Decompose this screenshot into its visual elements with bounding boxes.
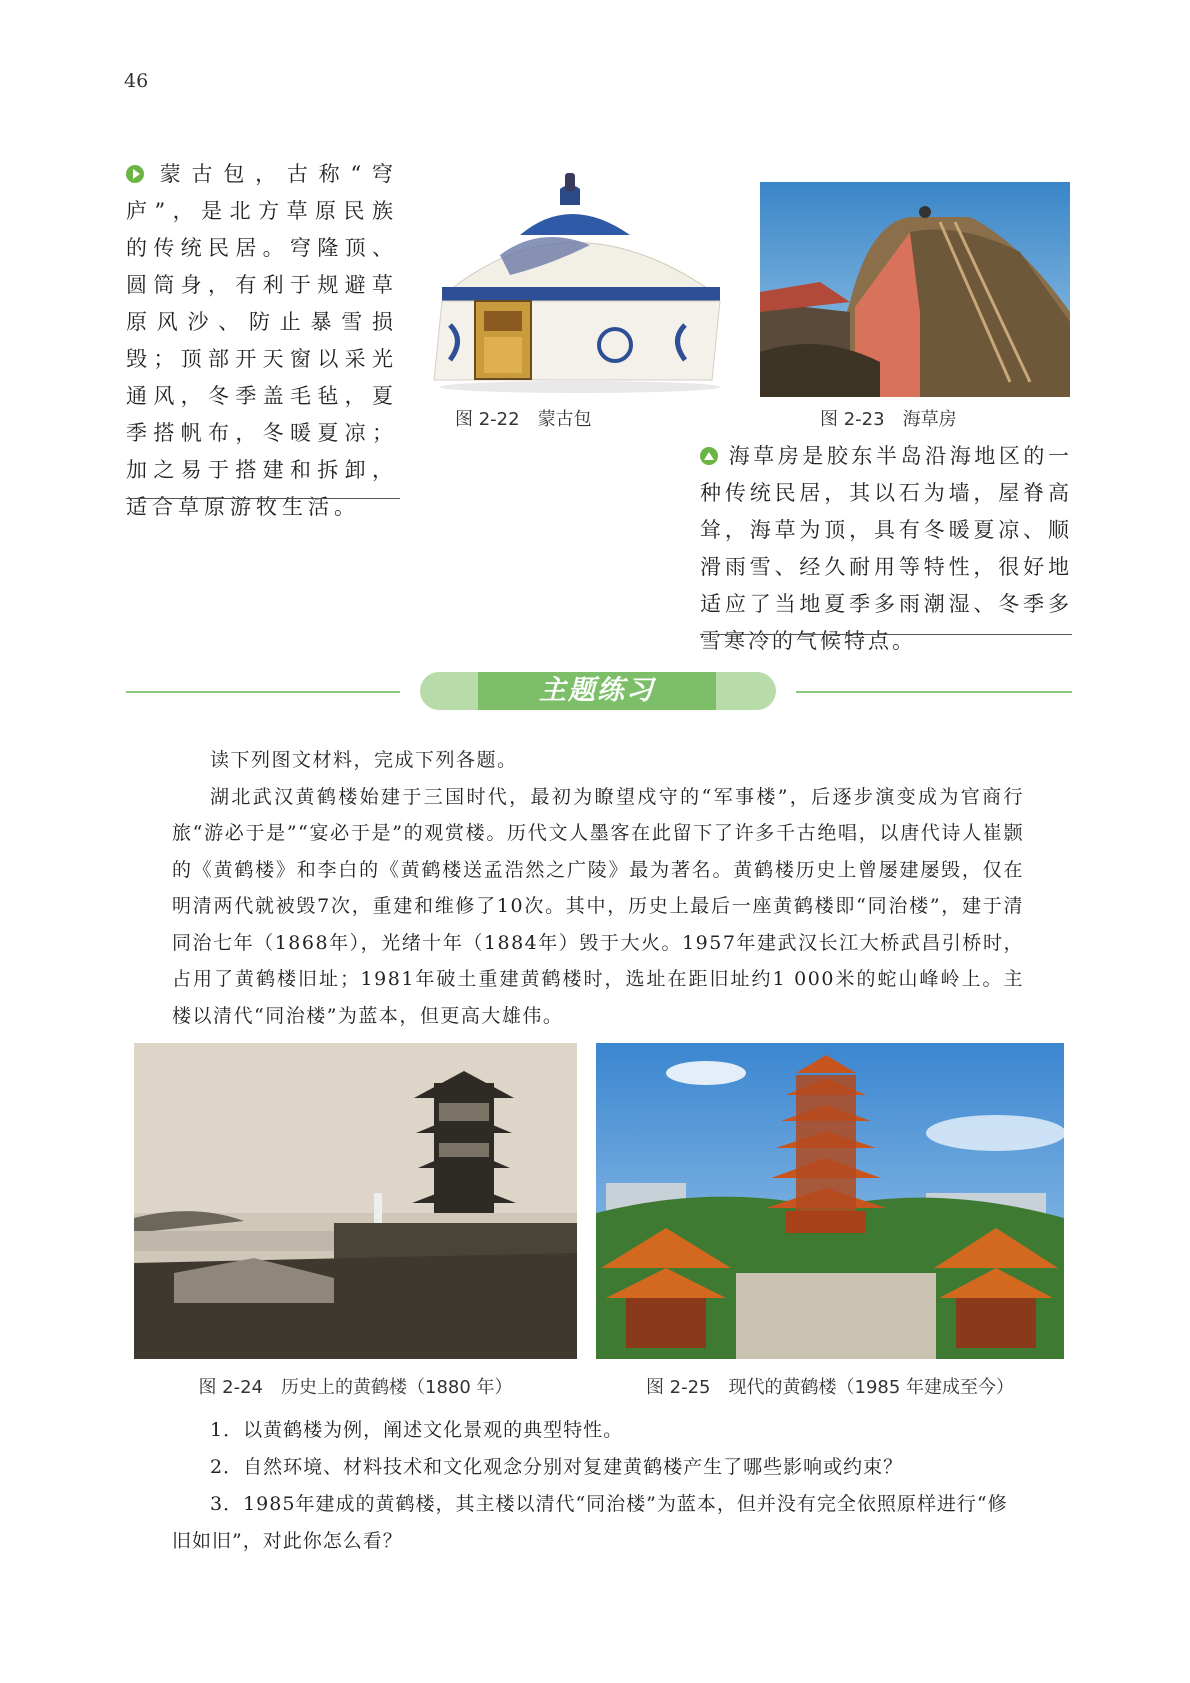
- seaweed-description: [700, 438, 1072, 660]
- seaweed-rule: [700, 634, 1072, 635]
- play-bullet-icon: [126, 165, 144, 183]
- question-3: 3．1985年建成的黄鹤楼，其主楼以清代“同治楼”为蓝本，但并没有完全依照原样进行“修旧如旧”，对此你怎么看？: [172, 1493, 1008, 1552]
- triangle-bullet-icon: [700, 447, 718, 465]
- fig-2-22-caption: 图 2-22 蒙古包: [455, 409, 592, 430]
- page-number: 46: [124, 70, 149, 92]
- fig-2-23-caption: 图 2-23 海草房: [820, 409, 957, 430]
- question-1: 1．以黄鹤楼为例，阐述文化景观的典型特性。: [210, 1419, 624, 1441]
- yurt-description: [126, 156, 398, 526]
- passage-text: 湖北武汉黄鹤楼始建于三国时代，最初为瞭望戍守的“军事楼”，后逐步演变成为官商行旅“游必于是”“宴必于是”的观赏楼。历代文人墨客在此留下了许多千古绝唱，以唐代诗人崔颢的《黄鹤楼》和李白的《黄鹤楼送孟浩然之广陵》最为著名。黄鹤楼历史上曾屡建屡毁，仅在明清两代就被毁7次，重建和维修了10次。其中，历史上最后一座黄鹤楼即“同治楼”，建于清同治七年（1868年），光绪十年（1884年）毁于大火。1957年建武汉长江大桥武昌引桥时，占用了黄鹤楼旧址；1981年破土重建黄鹤楼时，选址在距旧址约1 000米的蛇山峰岭上。主楼以清代“同治楼”为蓝本，但更高大雄伟。: [172, 785, 1024, 1027]
- seaweed-text: 海草房是胶东半岛沿海地区的一种传统民居，其以石为墙，屋脊高耸，海草为顶，具有冬暖夏凉、顺滑雨雪、经久耐用等特性，很好地适应了当地夏季多雨潮湿、冬季多雪寒冷的气候特点。: [700, 444, 1072, 653]
- fig-2-24-caption: 图 2-24 历史上的黄鹤楼（1880 年）: [198, 1377, 513, 1398]
- intro-text: 读下列图文材料，完成下列各题。: [210, 749, 518, 771]
- yurt-rule: [126, 498, 400, 499]
- exercise-passage: [172, 742, 1024, 1034]
- section-line-left: [126, 691, 400, 693]
- historic-tower-photo: [134, 1043, 577, 1359]
- yurt-text: 蒙古包，古称“穹庐”，是北方草原民族的传统民居。穹隆顶、圆筒身，有利于规避草原风沙、防止暴雪损毁；顶部开天窗以采光通风，冬季盖毛毡，夏季搭帆布，冬暖夏凉；加之易于搭建和拆卸，适合草原游牧生活。: [126, 162, 398, 519]
- section-line-right: [796, 691, 1072, 693]
- fig-2-25-caption: 图 2-25 现代的黄鹤楼（1985 年建成至今）: [645, 1377, 1015, 1398]
- question-2: 2．自然环境、材料技术和文化观念分别对复建黄鹤楼产生了哪些影响或约束？: [210, 1456, 904, 1478]
- seaweed-house-photo: [760, 182, 1070, 397]
- yurt-illustration: [420, 165, 730, 395]
- question-list: [172, 1412, 1024, 1560]
- section-title: 主题练习: [478, 672, 716, 710]
- modern-tower-photo: [596, 1043, 1064, 1359]
